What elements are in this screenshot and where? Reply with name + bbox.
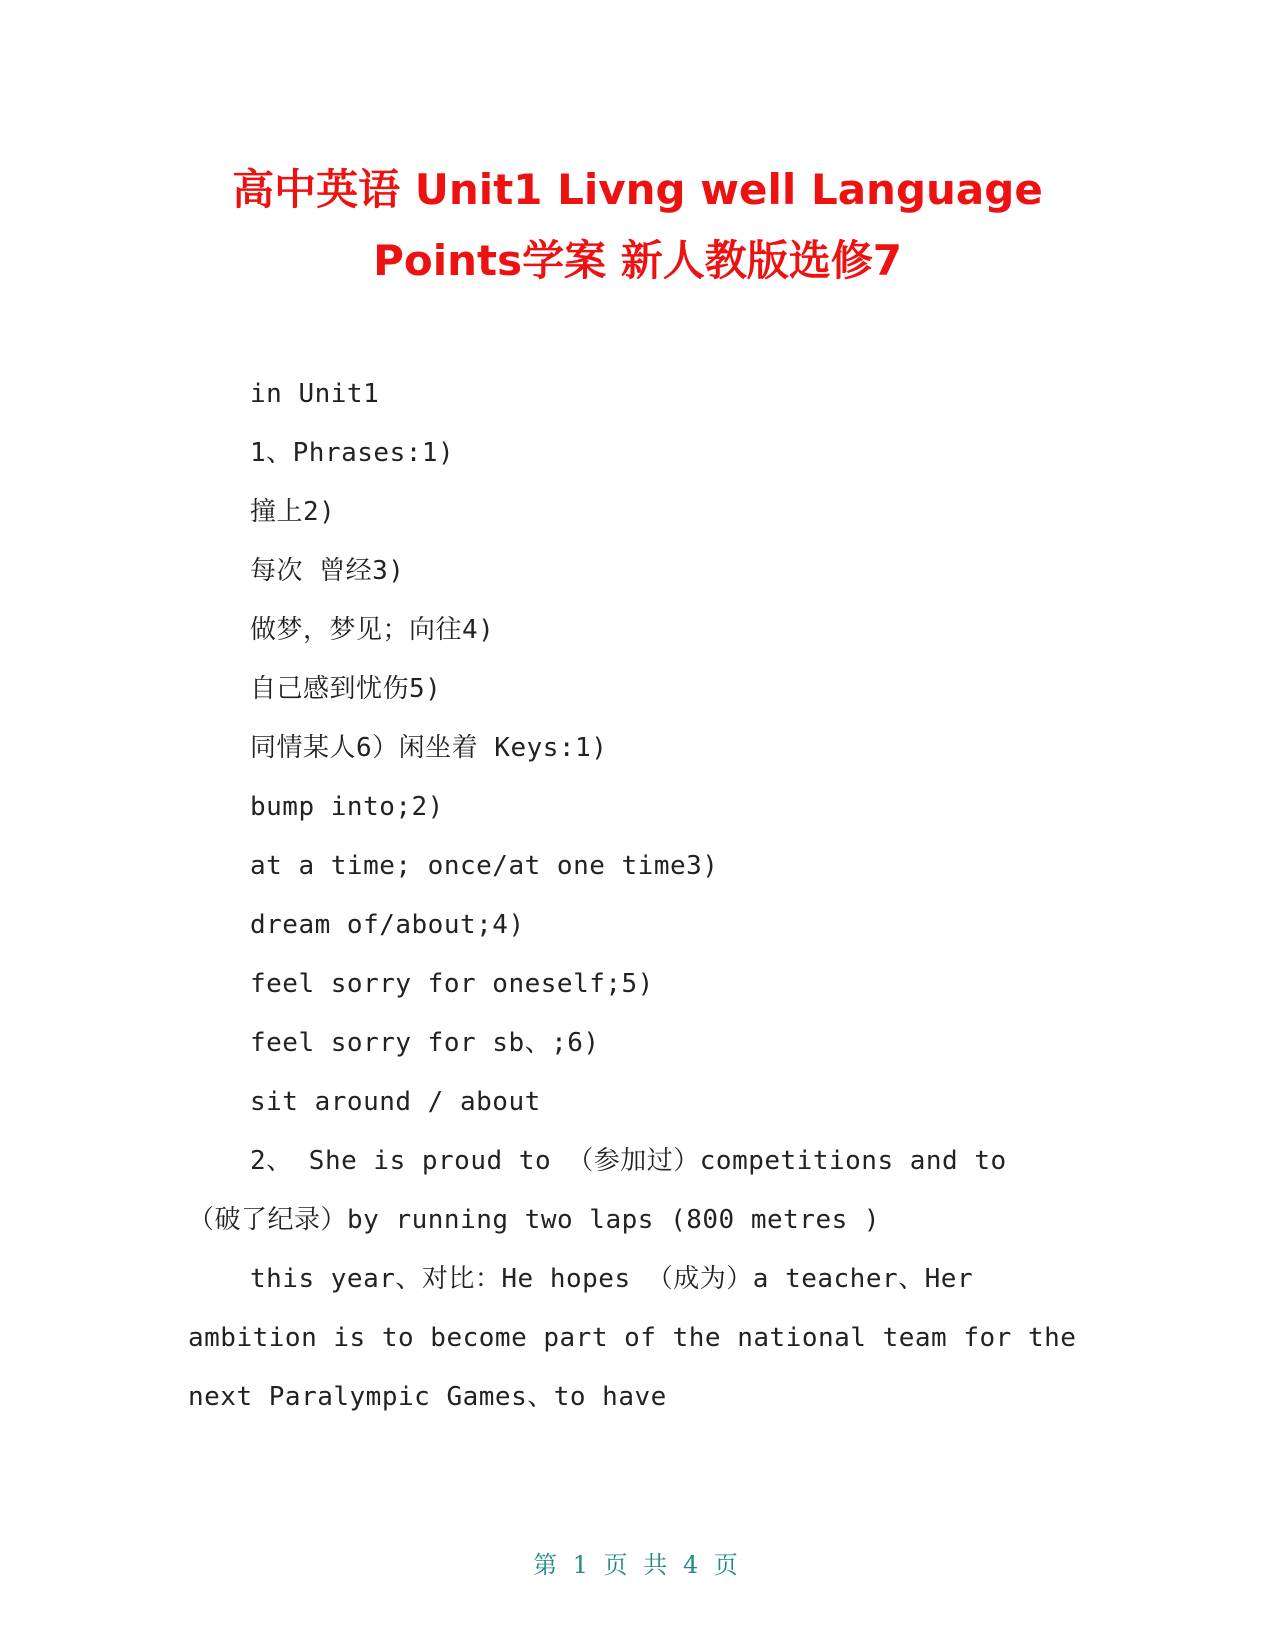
body-line: （破了纪录）by running two laps (800 metres ) [188,1205,881,1235]
body-line: bump into;2) [250,792,444,822]
body-line: sit around / about [250,1087,541,1117]
body-line: 同情某人6）闲坐着 Keys:1) [250,733,608,763]
body-line: at a time; once/at one time3) [250,851,719,881]
document-title-line-2: Points学案 新人教版选修7 [373,236,902,285]
body-line: 做梦，梦见；向往4) [250,615,495,645]
page-number-footer: 第 1 页 共 4 页 [533,1551,742,1579]
body-line: ambition is to become part of the national team for the [188,1323,1077,1353]
body-line: next Paralympic Games、to have [188,1382,667,1412]
body-line: dream of/about;4) [250,910,525,940]
body-line: feel sorry for sb、;6) [250,1028,600,1058]
body-line: 2、 She is proud to （参加过）competitions and to [250,1146,1007,1176]
body-line: 每次 曾经3) [250,556,405,586]
body-line: feel sorry for oneself;5) [250,969,654,999]
body-line: 撞上2) [250,497,336,527]
document-title-line-1: 高中英语 Unit1 Livng well Language [232,165,1043,214]
body-line: 自己感到忧伤5) [250,674,442,704]
body-line: in Unit1 [250,379,380,409]
body-line: 1、Phrases:1) [250,438,455,468]
body-line: this year、对比：He hopes （成为）a teacher、Her [250,1264,974,1294]
